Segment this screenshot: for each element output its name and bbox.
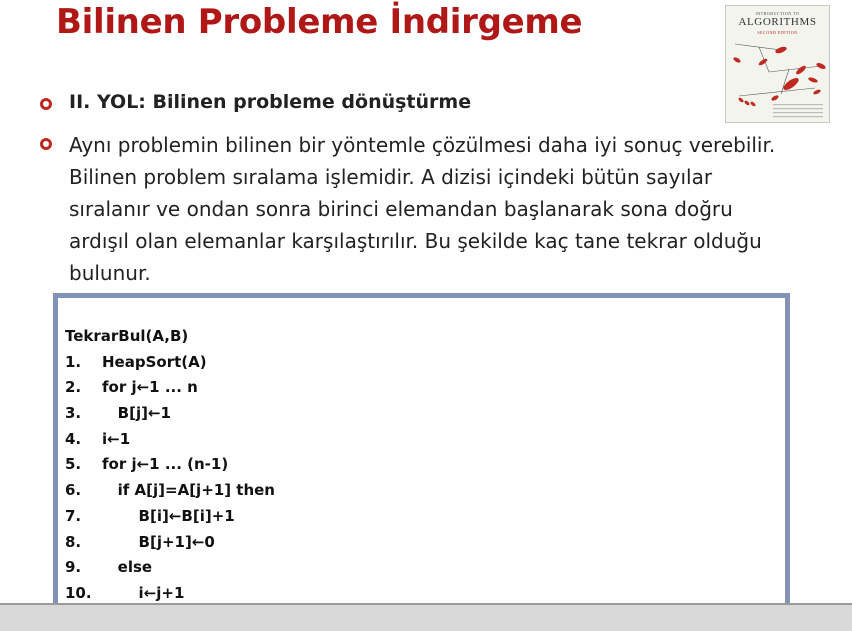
code-line (65, 555, 275, 581)
code-header: TekrarBul(A,B) (65, 327, 189, 345)
code-line-text: B[i]←B[i]+1 (102, 506, 235, 525)
code-line (65, 504, 275, 530)
code-line-text: B[j+1]←0 (102, 532, 215, 551)
code-line (65, 530, 275, 556)
code-line-text: B[j]←1 (102, 404, 171, 423)
code-line (65, 427, 275, 453)
code-line-text: for j←1 ... (n-1) (102, 455, 229, 474)
code-line-number: 2. (65, 378, 82, 397)
pseudocode-box (53, 293, 790, 617)
book-edition: SECOND EDITION (757, 30, 798, 35)
footer-bar (0, 605, 852, 631)
book-series: INTRODUCTION TO (755, 11, 800, 16)
code-line-number: 6. (65, 481, 82, 500)
code-line (65, 401, 275, 427)
code-line-number: 5. (65, 455, 82, 474)
pseudocode-lines (65, 324, 275, 607)
code-line (65, 350, 275, 376)
mobile-sculpture-art (729, 36, 827, 120)
code-line-number: 10. (65, 583, 92, 602)
code-line (65, 375, 275, 401)
book-cover-image (725, 5, 830, 123)
code-line-text: for j←1 ... n (102, 378, 198, 397)
bullet-heading: II. YOL: Bilinen probleme dönüştürme (69, 91, 472, 113)
code-line-text: if A[j]=A[j+1] then (102, 481, 275, 500)
bullet-marker-icon (40, 138, 52, 150)
code-line-text: i←1 (102, 429, 131, 448)
code-line-text: else (102, 558, 153, 577)
code-line-number: 1. (65, 352, 82, 371)
code-line (65, 478, 275, 504)
code-line-number: 9. (65, 558, 82, 577)
code-line-text: HeapSort(A) (102, 352, 207, 371)
code-line-text: i←j+1 (102, 583, 185, 602)
bullet-marker-icon (40, 98, 52, 110)
code-line-number: 4. (65, 429, 82, 448)
slide-title: Bilinen Probleme İndirgeme (56, 2, 583, 42)
code-line-number: 3. (65, 404, 82, 423)
bullet-paragraph: Aynı problemin bilinen bir yöntemle çözülmesi daha iyi sonuç verebilir. Bilinen problem sıralama işlemidir. A dizisi içindeki bütün sayılar sıralanır ve ondan sonra birinci elemandan başlanarak sona doğru ardışıl olan elemanlar karşılaştırılır. Bu şekilde kaç tane tekrar olduğu bulunur. (69, 133, 776, 285)
book-title: ALGORITHMS (738, 16, 817, 28)
code-line (65, 452, 275, 478)
code-line-number: 8. (65, 532, 82, 551)
code-line-number: 7. (65, 506, 82, 525)
